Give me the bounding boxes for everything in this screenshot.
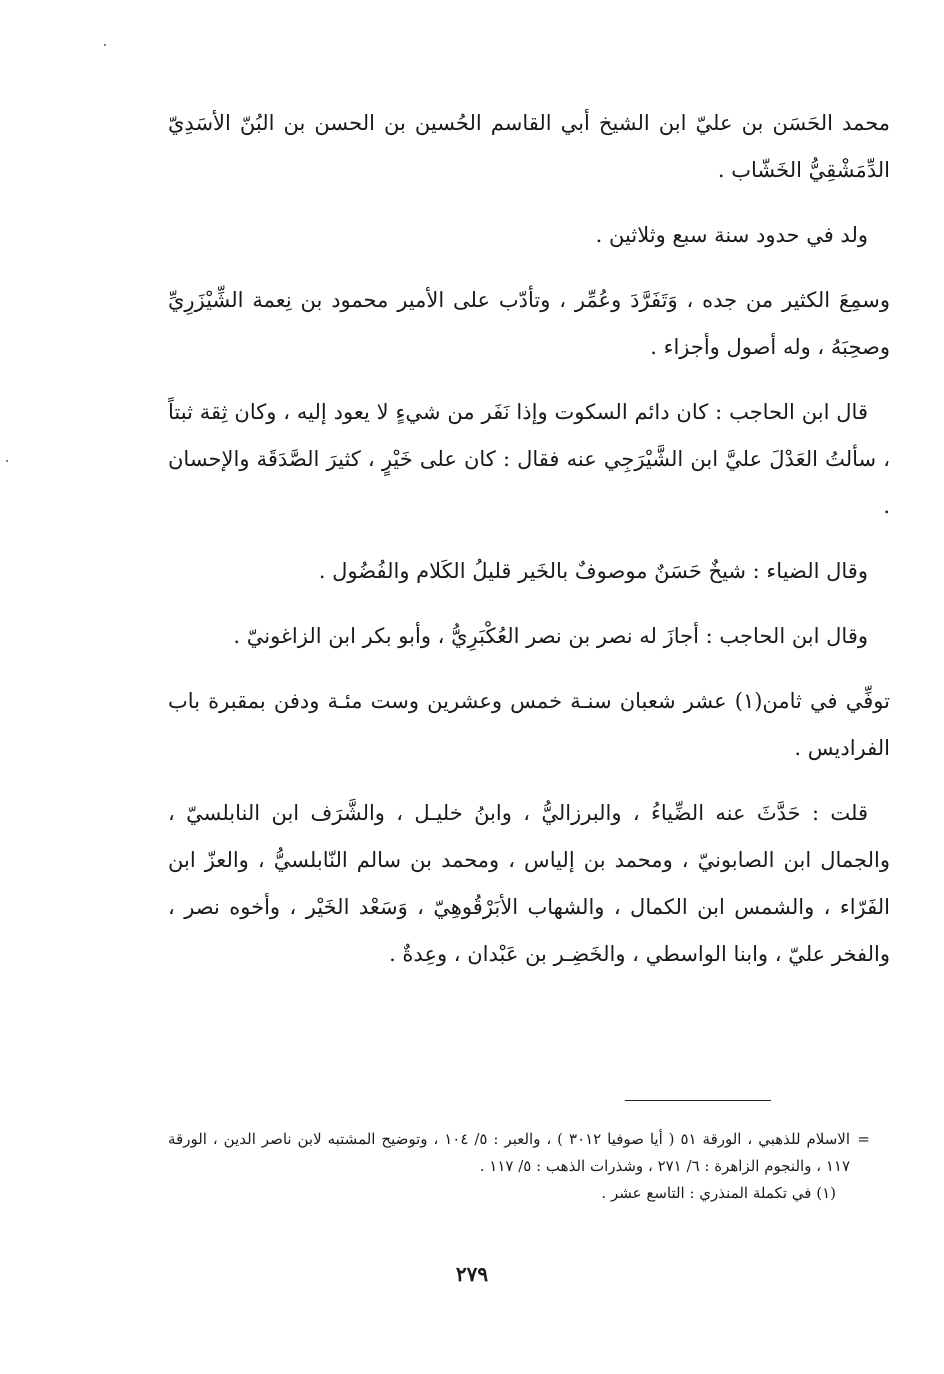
paragraph-heading-name: محمد الحَسَن بن عليّ ابن الشيخ أبي القاسم الحُسين بن الحسن بن البُنّ الأسَدِيّ الدِّمَشْقِيُّ الخَشّاب . <box>168 111 890 182</box>
continuation-marker: = <box>857 1130 870 1148</box>
footnote-continuation-text: الاسلام للذهبي ، الورقة ٥١ ( أيا صوفيا ٣٠١٢ ) ، والعبر : ٥/ ١٠٤ ، وتوضيح المشتبه لابن ناصر الدين ، الورقة ١١٧ ، والنجوم الزاهرة : ٦/ ٢٧١ ، وشذرات الذهب : ٥/ ١١٧ . <box>168 1130 851 1175</box>
page-number: ٢٧٩ <box>455 1262 489 1286</box>
paragraph-death: توفِّي في ثامن(١) عشر شعبان سنـة خمس وعشرين وست مئـة ودفن بمقبرة باب الفراديس . <box>168 689 890 760</box>
paragraph-ijaza: وقال ابن الحاجب : أجازَ له نصر بن نصر العُكْبَرِيُّ ، وأبو بكر ابن الزاغونيّ . <box>233 624 868 648</box>
paragraph-narrators: قلت : حَدَّثَ عنه الضِّياءُ ، والبرزاليُّ ، وابنُ خليـل ، والشَّرَف ابن النابلسيّ ، والجمال ابن الصابونيّ ، ومحمد بن إلياس ، ومحمد بن سالم النّابلسيُّ ، والعزّ ابن الفَرّاء ، والشمس ابن الكمال ، والشهاب الأبَرْقُوهِيّ ، وَسَعْد الخَيْر ، وأخوه نصر ، والفخر عليّ ، وابنا الواسطي ، والخَضِـر بن عَبْدان ، وعِدةٌ . <box>168 801 890 966</box>
scan-speck <box>6 460 8 462</box>
paragraph-hearing: وسمِعَ الكثير من جده ، وَتَفَرَّدَ وعُمِّر ، وتأدّب على الأمير محمود بن نِعمة الشِّيْزَرِيِّ وصحِبَهُ ، وله أصول وأجزاء . <box>168 288 890 359</box>
paragraph-diya: وقال الضياء : شيخٌ حَسَنٌ موصوفٌ بالخَير قليلُ الكَلام والفُضُول . <box>318 559 868 583</box>
footnote-separator <box>625 1100 771 1101</box>
footnote-continuation <box>168 1126 870 1180</box>
scan-speck <box>104 44 106 46</box>
paragraph-birth: ولد في حدود سنة سبع وثلاثين . <box>595 223 868 247</box>
main-text <box>168 100 890 996</box>
paragraph-ibn-hajib: قال ابن الحاجب : كان دائم السكوت وإذا نَفَر من شيءٍ لا يعود إليه ، وكان ثِقة ثبتاً ، سألتُ العَدْلَ عليَّ ابن الشَّيْرَجِي عنه فقال : كان على خَيْرٍ ، كثيرَ الصَّدَقَة والإحسان . <box>168 400 890 518</box>
footnotes <box>168 1126 870 1207</box>
footnote-1: (١) في تكملة المنذري : التاسع عشر . <box>601 1184 836 1202</box>
